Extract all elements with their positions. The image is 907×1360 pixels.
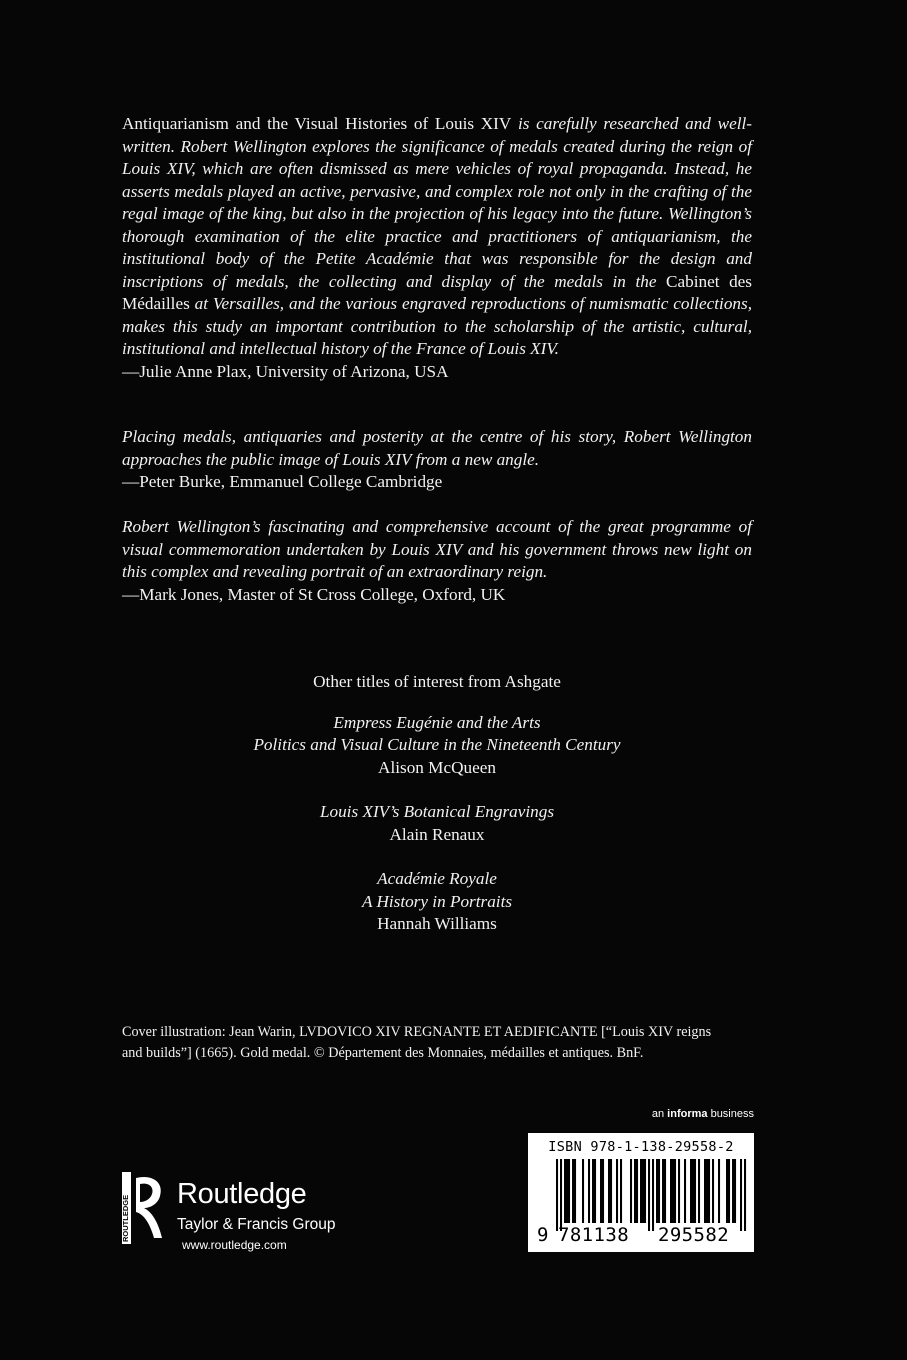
review-quote: Robert Wellington’s fascinating and comprehensive account of the great programme of visual commemoration undertaken by Louis XIV and his government throws new light on this complex and revealing portrait of an extraordinary reign. <box>122 517 752 581</box>
barcode-bar <box>734 1159 736 1223</box>
barcode-bar <box>658 1159 660 1223</box>
barcode-bar <box>620 1159 622 1223</box>
barcode-bar <box>566 1159 568 1223</box>
routledge-logo <box>122 1170 382 1260</box>
barcode-bar <box>662 1159 664 1223</box>
informa-brand: informa <box>667 1108 708 1120</box>
barcode-bar <box>582 1159 584 1223</box>
book-entry <box>122 868 752 936</box>
cabinet-term: Cabinet des Médailles <box>122 271 752 313</box>
barcode-bar <box>644 1159 646 1223</box>
review-attribution: —Peter Burke, Emmanuel College Cambridge <box>122 472 443 491</box>
book-author: Hannah Williams <box>377 914 497 933</box>
barcode-bar <box>574 1159 576 1223</box>
barcode-bar <box>740 1159 742 1231</box>
barcode-bar <box>672 1159 674 1223</box>
quote-text: is carefully researched and well-written. Robert Wellington explores the significance of medals created during the reign of Louis XIV, which are often dismissed as mere vehicles of royal propaganda. Instead, he asserts medals played an active, pervasive, and complex role not only in the crafting of the regal image of the king, but also in the projection of his legacy into the future. Wellington’s thorough examination of the elite practice and practitioners of antiquarianism, the institutional body of the Petite Académie that was responsible for the design and inscriptions of medals, the collecting and display of the medals in the <box>122 114 752 291</box>
barcode-bar <box>602 1159 604 1223</box>
book-author: Alain Renaux <box>389 824 485 844</box>
barcode-bar <box>698 1159 700 1223</box>
barcode-bar <box>642 1159 644 1223</box>
barcode-bar <box>684 1159 686 1223</box>
barcode-bar <box>694 1159 696 1223</box>
credit-line-1: Cover illustration: Jean Warin, LVDOVICO XIV REGNANTE ET AEDIFICANTE [“Louis XIV reigns <box>122 1024 712 1040</box>
barcode-bars <box>556 1159 746 1231</box>
book-title: Louis XIV’s Botanical Engravings <box>319 802 555 821</box>
isbn-barcode <box>528 1133 754 1252</box>
barcode-bar <box>706 1159 708 1223</box>
cover-illustration-credit <box>122 1022 762 1064</box>
review-jones <box>122 516 752 606</box>
barcode-bar <box>648 1159 650 1231</box>
isbn-label: ISBN 978-1-138-29558-2 <box>548 1139 734 1155</box>
informa-suffix: business <box>707 1108 754 1120</box>
barcode-bar <box>610 1159 612 1223</box>
barcode-bar <box>664 1159 666 1223</box>
review-burke <box>122 426 752 494</box>
barcode-bar <box>608 1159 610 1223</box>
book-subtitle: A History in Portraits <box>361 891 513 911</box>
publisher-group: Taylor & Francis Group <box>177 1216 336 1233</box>
barcode-bar <box>588 1159 590 1223</box>
barcode-bar <box>726 1159 728 1223</box>
barcode-bar <box>656 1159 658 1223</box>
book-entry <box>122 801 752 846</box>
barcode-bar <box>594 1159 596 1223</box>
isbn-digits <box>528 1224 754 1250</box>
barcode-bar <box>744 1159 746 1231</box>
barcode-bar <box>708 1159 710 1223</box>
isbn-group-1: 781138 <box>558 1224 630 1246</box>
publisher-url[interactable]: www.routledge.com <box>182 1238 287 1252</box>
book-subtitle: Politics and Visual Culture in the Nineteenth Century <box>253 735 621 754</box>
book-entry <box>122 712 752 780</box>
barcode-bar <box>718 1159 720 1223</box>
barcode-bar <box>640 1159 642 1223</box>
barcode-bar <box>712 1159 714 1223</box>
barcode-bar <box>652 1159 654 1231</box>
routledge-vertical-label: ROUTLEDGE <box>121 1194 130 1242</box>
other-titles <box>122 671 752 958</box>
quote-text-continued: at Versailles, and the various engraved reproductions of numismatic collections, makes this study an important contribution to the scholarship of the artistic, cultural, institutional and intellectual history of the France of Louis XIV. <box>122 294 752 358</box>
barcode-bar <box>592 1159 594 1223</box>
barcode-bar <box>678 1159 680 1223</box>
review-quote: Placing medals, antiquaries and posterity at the centre of his story, Robert Wellington approaches the public image of Louis XIV from a new angle. <box>122 427 752 469</box>
review-attribution: —Mark Jones, Master of St Cross College, Oxford, UK <box>122 584 506 604</box>
barcode-bar <box>572 1159 574 1223</box>
review-attribution: —Julie Anne Plax, University of Arizona, USA <box>122 361 449 381</box>
barcode-bar <box>670 1159 672 1223</box>
barcode-bar <box>634 1159 636 1223</box>
other-titles-heading: Other titles of interest from Ashgate <box>313 672 561 691</box>
barcode-bar <box>690 1159 692 1223</box>
barcode-bar <box>560 1159 562 1231</box>
barcode-bar <box>630 1159 632 1223</box>
review-plax <box>122 113 752 383</box>
barcode-bar <box>556 1159 558 1231</box>
book-title: Académie Royale <box>377 869 497 888</box>
informa-prefix: an <box>651 1108 668 1120</box>
barcode-bar <box>568 1159 570 1223</box>
barcode-bar <box>704 1159 706 1223</box>
barcode-bar <box>692 1159 694 1223</box>
routledge-r-icon <box>122 1172 166 1244</box>
isbn-lead-digit: 9 <box>537 1224 549 1246</box>
barcode-bar <box>636 1159 638 1223</box>
review-quote <box>122 113 752 361</box>
book-title: Empress Eugénie and the Arts <box>333 712 541 732</box>
book-author: Alison McQueen <box>378 757 496 777</box>
isbn-group-2: 295582 <box>658 1224 730 1246</box>
barcode-bar <box>564 1159 566 1223</box>
barcode-bar <box>674 1159 676 1223</box>
barcode-bar <box>728 1159 730 1223</box>
book-title-reference: Antiquarianism and the Visual Histories of Louis XIV <box>122 114 512 133</box>
credit-line-2: and builds”] (1665). Gold medal. © Département des Monnaies, médailles et antiques. BnF. <box>122 1045 644 1061</box>
barcode-bar <box>616 1159 618 1223</box>
barcode-bar <box>732 1159 734 1223</box>
publisher-name: Routledge <box>177 1178 307 1210</box>
informa-business-tag <box>622 1108 754 1120</box>
barcode-bar <box>600 1159 602 1223</box>
